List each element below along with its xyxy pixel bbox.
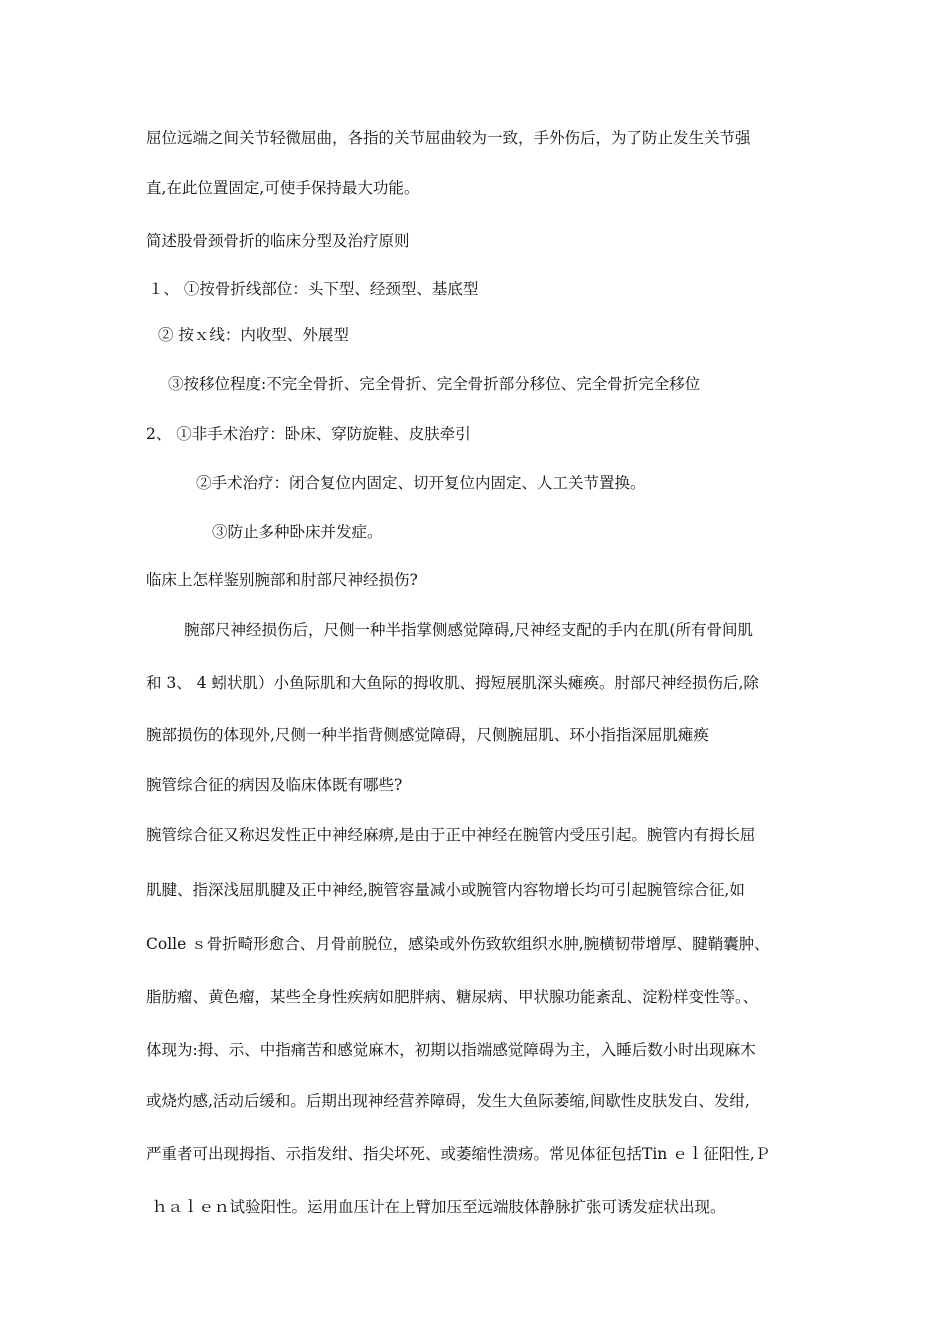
text-line: 屈位远端之间关节轻微屈曲，各指的关节屈曲较为一致，手外伤后，为了防止发生关节强 [146, 129, 751, 147]
text-line: 腕部尺神经损伤后，尺侧一种半指掌侧感觉障碍,尺神经支配的手内在肌(所有骨间肌 [184, 621, 753, 639]
list-item: １、 ①按骨折线部位：头下型、经颈型、基底型 [148, 280, 479, 298]
text-line: 肌腱、指深浅屈肌腱及正中神经,腕管容量减小或腕管内容物增长均可引起腕管综合征,如 [146, 881, 745, 899]
text-line: 和 3、 4 蚓状肌）小鱼际肌和大鱼际的拇收肌、拇短展肌深头瘫痪。肘部尺神经损伤后,除 [146, 674, 759, 692]
text-line: 直,在此位置固定,可使手保持最大功能。 [146, 179, 420, 197]
list-item: ③防止多种卧床并发症。 [212, 523, 383, 541]
list-item: ② 按ｘ线：内收型、外展型 [158, 326, 349, 344]
text-line: 腕管综合征又称迟发性正中神经麻痹,是由于正中神经在腕管内受压引起。腕管内有拇长屈 [146, 826, 756, 844]
text-line: 体现为:拇、示、中指痛苦和感觉麻木，初期以指端感觉障碍为主，入睡后数小时出现麻木 [146, 1041, 756, 1059]
section-heading: 腕管综合征的病因及临床体既有哪些? [146, 776, 403, 794]
text-line: 严重者可出现拇指、示指发绀、指尖坏死、或萎缩性溃疡。常见体征包括Tin ｅｌ征阳性,Ｐ [146, 1145, 771, 1163]
text-line: 或烧灼感,活动后缓和。后期出现神经营养障碍，发生大鱼际萎缩,间歇性皮肤发白、发绀, [146, 1092, 750, 1110]
text-line: Colle ｓ骨折畸形愈合、月骨前脱位，感染或外伤致软组织水肿,腕横韧带增厚、腱鞘囊肿、 [146, 935, 770, 953]
section-heading: 临床上怎样鉴别腕部和肘部尺神经损伤? [146, 571, 418, 589]
text-line: 脂肪瘤、黄色瘤，某些全身性疾病如肥胖病、糖尿病、甲状腺功能紊乱、淀粉样变性等。、 [146, 988, 759, 1006]
section-heading: 简述股骨颈骨折的临床分型及治疗原则 [146, 232, 410, 250]
list-item: ③按移位程度:不完全骨折、完全骨折、完全骨折部分移位、完全骨折完全移位 [168, 375, 701, 393]
list-item: 2、 ①非手术治疗：卧床、穿防旋鞋、皮肤牵引 [146, 425, 471, 443]
list-item: ②手术治疗：闭合复位内固定、切开复位内固定、人工关节置换。 [196, 474, 646, 492]
text-line: ｈａｌｅｎ试验阳性。运用血压计在上臂加压至远端肢体静脉扩张可诱发症状出现。 [152, 1198, 726, 1216]
text-line: 腕部损伤的体现外,尺侧一种半指背侧感觉障碍，尺侧腕屈肌、环小指指深屈肌瘫痪 [146, 726, 709, 744]
